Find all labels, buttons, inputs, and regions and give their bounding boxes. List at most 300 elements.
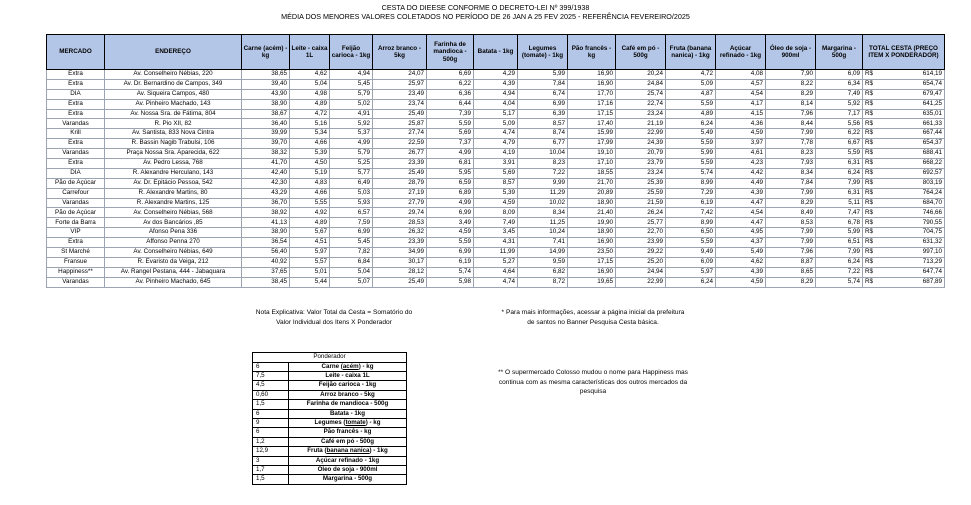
ponderador-row	[253, 419, 407, 428]
total-cell	[863, 79, 945, 89]
currency-symbol: R$	[865, 228, 874, 236]
price-cell: 26,24	[616, 208, 666, 218]
report-header	[0, 3, 971, 21]
price-cell: 19,90	[568, 218, 616, 228]
price-cell: 5,77	[330, 168, 373, 178]
price-cell: 7,96	[766, 109, 816, 119]
address-cell: Av. Nossa Sra. de Fátima, 804	[105, 109, 242, 119]
price-cell: 26,77	[373, 149, 427, 159]
total-cell	[863, 70, 945, 80]
total-cell	[863, 238, 945, 248]
currency-symbol: R$	[865, 129, 874, 137]
price-cell: 5,93	[330, 198, 373, 208]
price-cell: 4,50	[290, 159, 330, 169]
price-cell: 9,59	[518, 257, 568, 267]
total-cell	[863, 139, 945, 149]
total-cell	[863, 89, 945, 99]
price-cell: 7,99	[766, 238, 816, 248]
price-cell: 7,90	[766, 70, 816, 80]
column-header: Óleo de soja - 900ml	[766, 35, 816, 70]
ponderador-row	[253, 466, 407, 475]
price-cell: 43,29	[242, 188, 290, 198]
table-row	[47, 208, 945, 218]
price-cell: 4,31	[474, 238, 518, 248]
price-cell: 39,99	[242, 129, 290, 139]
total-value: 679,47	[922, 89, 942, 97]
total-value: 704,75	[922, 228, 942, 236]
price-cell: 5,03	[330, 188, 373, 198]
price-cell: 6,09	[816, 70, 863, 80]
price-cell: 4,99	[427, 198, 474, 208]
market-cell: Fransue	[47, 257, 105, 267]
market-cell: Happiness**	[47, 267, 105, 277]
market-cell: Extra	[47, 79, 105, 89]
price-cell: 17,99	[568, 139, 616, 149]
ponderador-item: Margarina - 500g	[289, 475, 407, 484]
ponderador-weight: 6	[253, 362, 289, 371]
price-cell: 5,67	[290, 228, 330, 238]
address-cell: Av. Dr. Epitácio Pessoa, 542	[105, 178, 242, 188]
market-cell: Extra	[47, 99, 105, 109]
price-cell: 29,22	[616, 248, 666, 258]
price-cell: 5,04	[290, 79, 330, 89]
price-cell: 4,79	[474, 139, 518, 149]
column-header: Batata - 1kg	[474, 35, 518, 70]
ponderador-weight: 4,5	[253, 381, 289, 390]
price-cell: 4,64	[474, 267, 518, 277]
price-cell: 9,99	[518, 178, 568, 188]
market-cell: Pão de Açúcar	[47, 178, 105, 188]
price-cell: 7,59	[330, 218, 373, 228]
price-cell: 4,59	[474, 198, 518, 208]
total-cell	[863, 178, 945, 188]
price-cell: 7,37	[427, 139, 474, 149]
price-cell: 8,74	[518, 129, 568, 139]
table-row	[47, 89, 945, 99]
price-cell: 6,22	[427, 79, 474, 89]
price-cell: 7,99	[766, 228, 816, 238]
table-row	[47, 109, 945, 119]
ponderador-weight: 6	[253, 409, 289, 418]
ponderador-item: Óleo de soja - 900ml	[289, 466, 407, 475]
price-cell: 6,99	[427, 208, 474, 218]
column-header: Farinha de mandioca - 500g	[427, 35, 474, 70]
price-cell: 8,22	[766, 79, 816, 89]
price-cell: 6,49	[330, 178, 373, 188]
price-cell: 5,59	[427, 238, 474, 248]
price-cell: 56,40	[242, 248, 290, 258]
price-cell: 22,70	[616, 228, 666, 238]
price-cell: 22,99	[616, 277, 666, 287]
price-cell: 10,04	[518, 149, 568, 159]
currency-symbol: R$	[865, 198, 874, 206]
price-cell: 6,89	[427, 188, 474, 198]
price-cell: 6,78	[816, 218, 863, 228]
ponderador-item: Café em pó - 500g	[289, 437, 407, 446]
price-cell: 5,74	[816, 277, 863, 287]
total-value: 668,22	[922, 159, 942, 167]
market-cell: Extra	[47, 109, 105, 119]
price-cell: 7,84	[766, 178, 816, 188]
ponderador-item: Leite - caixa 1L	[289, 372, 407, 381]
ponderador-row	[253, 475, 407, 484]
ponderador-table	[252, 352, 407, 485]
price-cell: 6,31	[816, 188, 863, 198]
ponderador-weight: 3	[253, 456, 289, 465]
price-cell: 5,69	[427, 129, 474, 139]
price-cell: 4,54	[716, 89, 766, 99]
currency-symbol: R$	[865, 169, 874, 177]
price-table	[46, 34, 945, 288]
price-cell: 6,99	[518, 99, 568, 109]
price-cell: 4,95	[716, 228, 766, 238]
price-cell: 6,50	[666, 228, 716, 238]
price-cell: 19,65	[568, 277, 616, 287]
price-cell: 17,40	[568, 119, 616, 129]
price-cell: 8,34	[766, 168, 816, 178]
price-cell: 16,90	[568, 238, 616, 248]
price-cell: 6,24	[666, 277, 716, 287]
price-cell: 4,47	[716, 218, 766, 228]
ponderador-row	[253, 456, 407, 465]
price-cell: 5,09	[666, 79, 716, 89]
ponderador-item: Pão francês - kg	[289, 428, 407, 437]
price-cell: 8,29	[766, 198, 816, 208]
address-cell: R. Pio XII, 82	[105, 119, 242, 129]
address-cell: R. Alexandre Martins, 125	[105, 198, 242, 208]
total-value: 647,74	[922, 267, 942, 275]
price-cell: 38,65	[242, 70, 290, 80]
price-cell: 5,95	[427, 168, 474, 178]
price-cell: 6,67	[816, 139, 863, 149]
price-cell: 15,99	[568, 129, 616, 139]
note-colosso: ** O supermercado Colosso mudou o nome para Happiness mas continua com as mesma características dos outros mercados da pesquisa	[498, 369, 688, 395]
price-cell: 8,29	[766, 89, 816, 99]
price-cell: 41,13	[242, 218, 290, 228]
total-value: 667,44	[922, 129, 942, 137]
price-cell: 7,99	[766, 188, 816, 198]
total-cell	[863, 218, 945, 228]
currency-symbol: R$	[865, 109, 874, 117]
price-cell: 28,53	[373, 218, 427, 228]
price-cell: 5,56	[816, 119, 863, 129]
price-cell: 3,97	[716, 139, 766, 149]
price-cell: 24,07	[373, 70, 427, 80]
price-cell: 6,31	[816, 159, 863, 169]
price-cell: 22,99	[616, 129, 666, 139]
total-cell	[863, 99, 945, 109]
price-cell: 28,79	[373, 178, 427, 188]
price-cell: 29,74	[373, 208, 427, 218]
price-cell: 8,49	[766, 208, 816, 218]
currency-symbol: R$	[865, 277, 874, 285]
price-cell: 4,62	[716, 257, 766, 267]
price-cell: 38,92	[242, 208, 290, 218]
price-cell: 23,99	[616, 238, 666, 248]
price-cell: 10,02	[518, 198, 568, 208]
total-cell	[863, 129, 945, 139]
price-cell: 25,74	[616, 89, 666, 99]
table-row	[47, 168, 945, 178]
price-cell: 4,57	[716, 79, 766, 89]
column-header: MERCADO	[47, 35, 105, 70]
table-row	[47, 159, 945, 169]
price-cell: 4,39	[474, 79, 518, 89]
price-cell: 5,97	[290, 248, 330, 258]
price-cell: 4,66	[290, 139, 330, 149]
price-cell: 7,39	[427, 109, 474, 119]
note-santos: * Para mais informações, acessar a página inicial da prefeitura de santos no Banner Pesquisa Cesta básica.	[501, 309, 685, 326]
price-cell: 4,72	[290, 109, 330, 119]
price-cell: 40,92	[242, 257, 290, 267]
ponderador-row	[253, 400, 407, 409]
total-value: 614,19	[922, 70, 942, 78]
price-cell: 7,22	[816, 267, 863, 277]
price-cell: 4,36	[716, 119, 766, 129]
price-cell: 6,51	[816, 238, 863, 248]
price-cell: 23,24	[616, 109, 666, 119]
column-header: Açúcar refinado - 1kg	[716, 35, 766, 70]
ponderador-weight: 9	[253, 419, 289, 428]
table-row	[47, 218, 945, 228]
price-cell: 38,32	[242, 149, 290, 159]
price-cell: 16,90	[568, 267, 616, 277]
price-cell: 8,87	[766, 257, 816, 267]
price-cell: 38,45	[242, 277, 290, 287]
price-cell: 7,49	[474, 218, 518, 228]
total-value: 764,24	[922, 188, 942, 196]
price-cell: 8,09	[474, 208, 518, 218]
price-cell: 19,10	[568, 149, 616, 159]
price-cell: 6,24	[666, 119, 716, 129]
price-cell: 4,08	[716, 70, 766, 80]
price-cell: 4,74	[474, 277, 518, 287]
price-cell: 17,15	[568, 257, 616, 267]
market-cell: Extra	[47, 139, 105, 149]
price-cell: 39,40	[242, 79, 290, 89]
market-cell: St Marché	[47, 248, 105, 258]
price-cell: 5,01	[290, 267, 330, 277]
price-cell: 7,49	[816, 89, 863, 99]
total-value: 746,66	[922, 208, 942, 216]
price-cell: 3,49	[427, 218, 474, 228]
price-cell: 5,39	[290, 149, 330, 159]
price-cell: 6,34	[816, 79, 863, 89]
price-cell: 10,24	[518, 228, 568, 238]
price-cell: 5,99	[518, 70, 568, 80]
price-cell: 17,15	[568, 109, 616, 119]
price-cell: 23,79	[616, 159, 666, 169]
ponderador-row	[253, 390, 407, 399]
price-cell: 6,22	[816, 129, 863, 139]
price-cell: 4,89	[290, 99, 330, 109]
ponderador-row	[253, 372, 407, 381]
price-cell: 4,23	[716, 159, 766, 169]
table-row	[47, 139, 945, 149]
price-cell: 4,37	[716, 238, 766, 248]
price-cell: 41,70	[242, 159, 290, 169]
price-cell: 5,25	[330, 159, 373, 169]
currency-symbol: R$	[865, 248, 874, 256]
total-value: 688,41	[922, 149, 942, 157]
price-cell: 17,70	[568, 89, 616, 99]
price-cell: 6,77	[518, 139, 568, 149]
market-cell: Varandas	[47, 119, 105, 129]
price-cell: 25,97	[373, 79, 427, 89]
price-cell: 4,98	[290, 89, 330, 99]
price-cell: 6,82	[518, 267, 568, 277]
total-value: 684,70	[922, 198, 942, 206]
price-cell: 5,59	[666, 99, 716, 109]
price-cell: 5,37	[330, 129, 373, 139]
price-cell: 6,39	[518, 109, 568, 119]
price-cell: 8,23	[518, 159, 568, 169]
price-cell: 7,78	[766, 139, 816, 149]
ponderador-item: Legumes (tomate) - kg	[289, 419, 407, 428]
report-subtitle: MÉDIA DOS MENORES VALORES COLETADOS NO PERÍODO DE 26 JAN A 25 FEV 2025 - REFERÊNCIA FEVEREIRO/2025	[281, 12, 690, 21]
price-cell: 4,91	[330, 109, 373, 119]
price-cell: 34,99	[373, 248, 427, 258]
price-cell: 5,34	[290, 129, 330, 139]
price-cell: 6,99	[427, 248, 474, 258]
price-cell: 23,49	[373, 89, 427, 99]
price-cell: 5,99	[666, 149, 716, 159]
price-cell: 4,39	[716, 267, 766, 277]
price-cell: 5,07	[330, 277, 373, 287]
table-row	[47, 277, 945, 287]
ponderador-weight: 12,9	[253, 447, 289, 456]
total-value: 790,55	[922, 218, 942, 226]
price-cell: 6,44	[427, 99, 474, 109]
total-cell	[863, 168, 945, 178]
price-cell: 4,89	[290, 218, 330, 228]
price-cell: 3,91	[474, 159, 518, 169]
price-cell: 23,39	[373, 238, 427, 248]
total-cell	[863, 248, 945, 258]
table-row	[47, 99, 945, 109]
ponderador-row	[253, 409, 407, 418]
price-cell: 8,34	[518, 208, 568, 218]
price-cell: 23,74	[373, 99, 427, 109]
price-cell: 4,59	[716, 277, 766, 287]
ponderador-weight: 0,60	[253, 390, 289, 399]
price-cell: 4,04	[474, 99, 518, 109]
price-cell: 7,93	[766, 159, 816, 169]
total-value: 803,19	[922, 178, 942, 186]
ponderador-item: Batata - 1kg	[289, 409, 407, 418]
currency-symbol: R$	[865, 89, 874, 97]
price-cell: 5,79	[330, 149, 373, 159]
price-cell: 4,66	[290, 188, 330, 198]
currency-symbol: R$	[865, 159, 874, 167]
price-cell: 5,74	[427, 267, 474, 277]
market-cell: DIA	[47, 168, 105, 178]
price-cell: 5,16	[290, 119, 330, 129]
price-cell: 5,04	[330, 267, 373, 277]
address-cell: Av. Siqueira Campos, 480	[105, 89, 242, 99]
ponderador-row	[253, 437, 407, 446]
price-cell: 16,90	[568, 70, 616, 80]
price-cell: 11,29	[518, 188, 568, 198]
price-cell: 37,65	[242, 267, 290, 277]
price-cell: 4,39	[716, 188, 766, 198]
total-cell	[863, 109, 945, 119]
column-header: Legumes (tomate) - 1kg	[518, 35, 568, 70]
price-cell: 5,59	[666, 139, 716, 149]
price-cell: 30,17	[373, 257, 427, 267]
total-value: 631,32	[922, 238, 942, 246]
price-cell: 36,40	[242, 119, 290, 129]
total-value: 654,37	[922, 139, 942, 147]
currency-symbol: R$	[865, 208, 874, 216]
address-cell: R. Alexandre Herculano, 143	[105, 168, 242, 178]
price-cell: 5,02	[330, 99, 373, 109]
currency-symbol: R$	[865, 258, 874, 266]
address-cell: Praça Nossa Sra. Aparecida, 622	[105, 149, 242, 159]
price-cell: 6,09	[666, 257, 716, 267]
address-cell: Av. Pinheiro Machado, 143	[105, 99, 242, 109]
price-cell: 6,19	[666, 198, 716, 208]
price-cell: 28,12	[373, 267, 427, 277]
price-cell: 14,99	[518, 248, 568, 258]
column-header: Fruta (banana nanica) - 1kg	[666, 35, 716, 70]
price-cell: 8,57	[518, 119, 568, 129]
price-cell: 27,79	[373, 198, 427, 208]
price-cell: 8,53	[766, 218, 816, 228]
price-cell: 4,42	[716, 168, 766, 178]
ponderador-body	[253, 362, 407, 484]
price-cell: 4,87	[666, 89, 716, 99]
price-cell: 27,19	[373, 188, 427, 198]
ponderador-weight: 6	[253, 428, 289, 437]
total-cell	[863, 277, 945, 287]
price-cell: 5,57	[290, 257, 330, 267]
total-cell	[863, 267, 945, 277]
total-cell	[863, 257, 945, 267]
price-cell: 4,99	[427, 149, 474, 159]
price-cell: 25,20	[616, 257, 666, 267]
price-cell: 5,59	[816, 149, 863, 159]
price-cell: 4,99	[330, 139, 373, 149]
market-cell: Extra	[47, 159, 105, 169]
price-cell: 17,16	[568, 99, 616, 109]
price-cell: 4,89	[666, 109, 716, 119]
price-cell: 6,69	[427, 70, 474, 80]
price-cell: 26,32	[373, 228, 427, 238]
table-row	[47, 238, 945, 248]
ponderador-item: Farinha de mandioca - 500g	[289, 400, 407, 409]
price-cell: 5,49	[666, 129, 716, 139]
total-cell	[863, 149, 945, 159]
price-cell: 4,29	[474, 70, 518, 80]
table-row	[47, 257, 945, 267]
price-cell: 4,54	[716, 208, 766, 218]
price-cell: 7,42	[666, 208, 716, 218]
address-cell: Affonso Penna 270	[105, 238, 242, 248]
total-cell	[863, 198, 945, 208]
price-cell: 7,41	[518, 238, 568, 248]
ponderador-weight: 1,7	[253, 466, 289, 475]
price-cell: 5,27	[474, 257, 518, 267]
price-cell: 25,87	[373, 119, 427, 129]
address-cell: Av. Conselheiro Nébias, 220	[105, 70, 242, 80]
address-cell: R. Evaristo da Veiga, 212	[105, 257, 242, 267]
column-header: ENDEREÇO	[105, 35, 242, 70]
price-cell: 7,99	[816, 178, 863, 188]
address-cell: Afonso Pena 336	[105, 228, 242, 238]
price-cell: 25,49	[373, 109, 427, 119]
price-cell: 7,17	[816, 109, 863, 119]
